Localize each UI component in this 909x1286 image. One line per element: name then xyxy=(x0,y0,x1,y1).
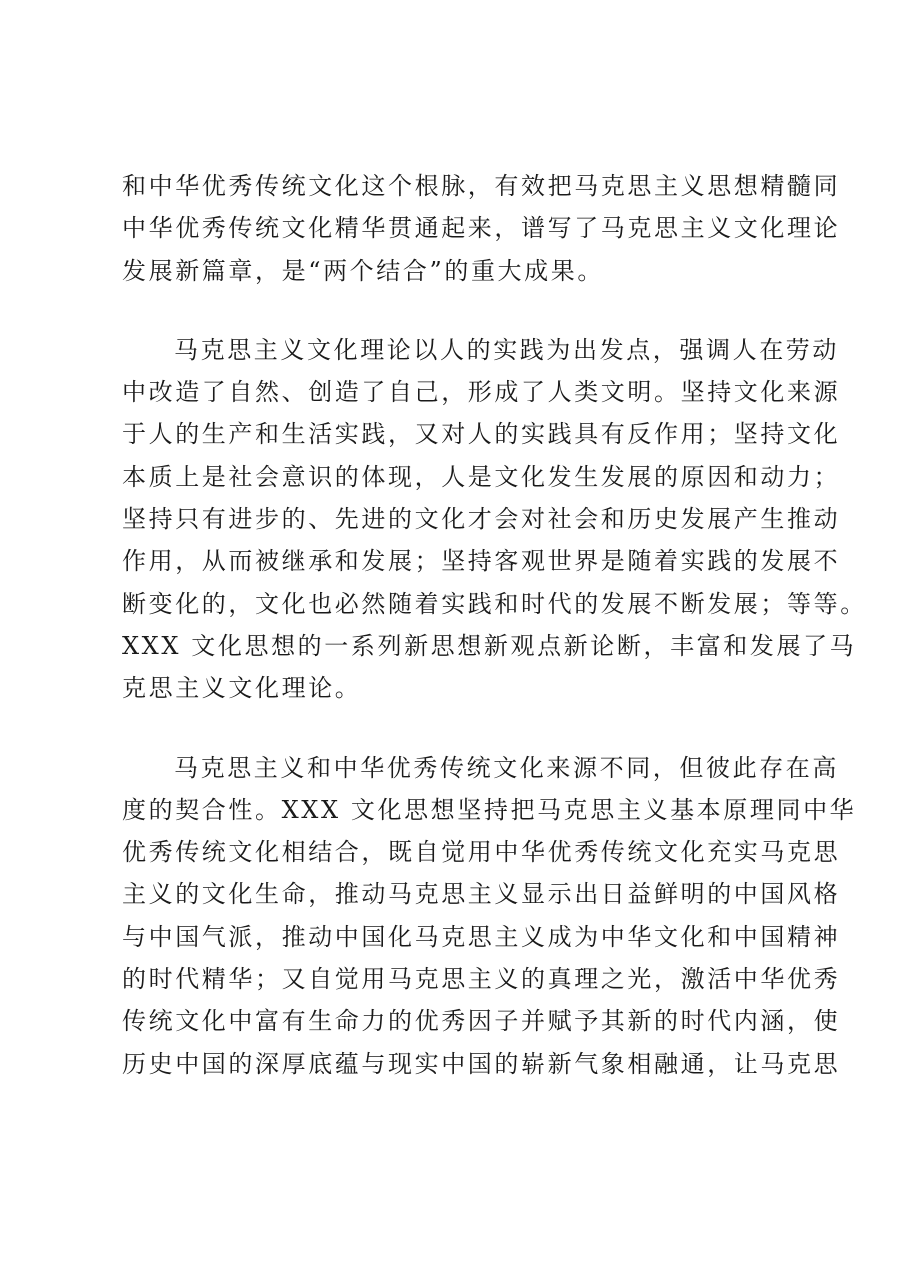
paragraph-line: XXX 文化思想的一系列新思想新观点新论断，丰富和发展了马 xyxy=(122,631,857,660)
paragraph-line: 坚持只有进步的、先进的文化才会对社会和历史发展产生推动 xyxy=(122,505,841,534)
paragraph-line: 历史中国的深厚底蕴与现实中国的崭新气象相融通，让马克思 xyxy=(122,1049,841,1078)
paragraph-line: 的时代精华；又自觉用马克思主义的真理之光，激活中华优秀 xyxy=(122,965,841,994)
paragraph-line: 传统文化中富有生命力的优秀因子并赋予其新的时代内涵，使 xyxy=(122,1007,841,1036)
paragraph-line: 马克思主义和中华优秀传统文化来源不同，但彼此存在高 xyxy=(174,753,839,782)
paragraph-line: 作用，从而被继承和发展；坚持客观世界是随着实践的发展不 xyxy=(122,547,841,576)
paragraph-line: 于人的生产和生活实践，又对人的实践具有反作用；坚持文化 xyxy=(122,420,841,449)
paragraph-line: 主义的文化生命，推动马克思主义显示出日益鲜明的中国风格 xyxy=(122,880,841,909)
paragraph-line: 马克思主义文化理论以人的实践为出发点，强调人在劳动 xyxy=(174,335,839,364)
paragraph-line: 与中国气派，推动中国化马克思主义成为中华文化和中国精神 xyxy=(122,922,841,951)
paragraph-line: 度的契合性。XXX 文化思想坚持把马克思主义基本原理同中华 xyxy=(122,795,857,824)
paragraph-2 xyxy=(122,329,867,710)
paragraph-line: 和中华优秀传统文化这个根脉，有效把马克思主义思想精髓同 xyxy=(122,172,841,200)
paragraph-spacer xyxy=(122,292,797,329)
paragraph-3 xyxy=(122,747,857,1085)
paragraph-line: 克思主义文化理论。 xyxy=(122,674,362,703)
paragraph-spacer xyxy=(122,710,797,747)
document-body xyxy=(122,165,867,1085)
paragraph-line: 发展新篇章，是“两个结合”的重大成果。 xyxy=(122,256,604,285)
paragraph-line: 中华优秀传统文化精华贯通起来，谱写了马克思主义文化理论 xyxy=(122,214,841,243)
paragraph-1 xyxy=(122,165,841,292)
paragraph-line: 中改造了自然、创造了自己，形成了人类文明。坚持文化来源 xyxy=(122,378,841,407)
paragraph-line: 本质上是社会意识的体现，人是文化发生发展的原因和动力； xyxy=(122,462,841,491)
paragraph-line: 断变化的，文化也必然随着实践和时代的发展不断发展；等等。 xyxy=(122,589,867,618)
paragraph-line: 优秀传统文化相结合，既自觉用中华优秀传统文化充实马克思 xyxy=(122,838,841,867)
